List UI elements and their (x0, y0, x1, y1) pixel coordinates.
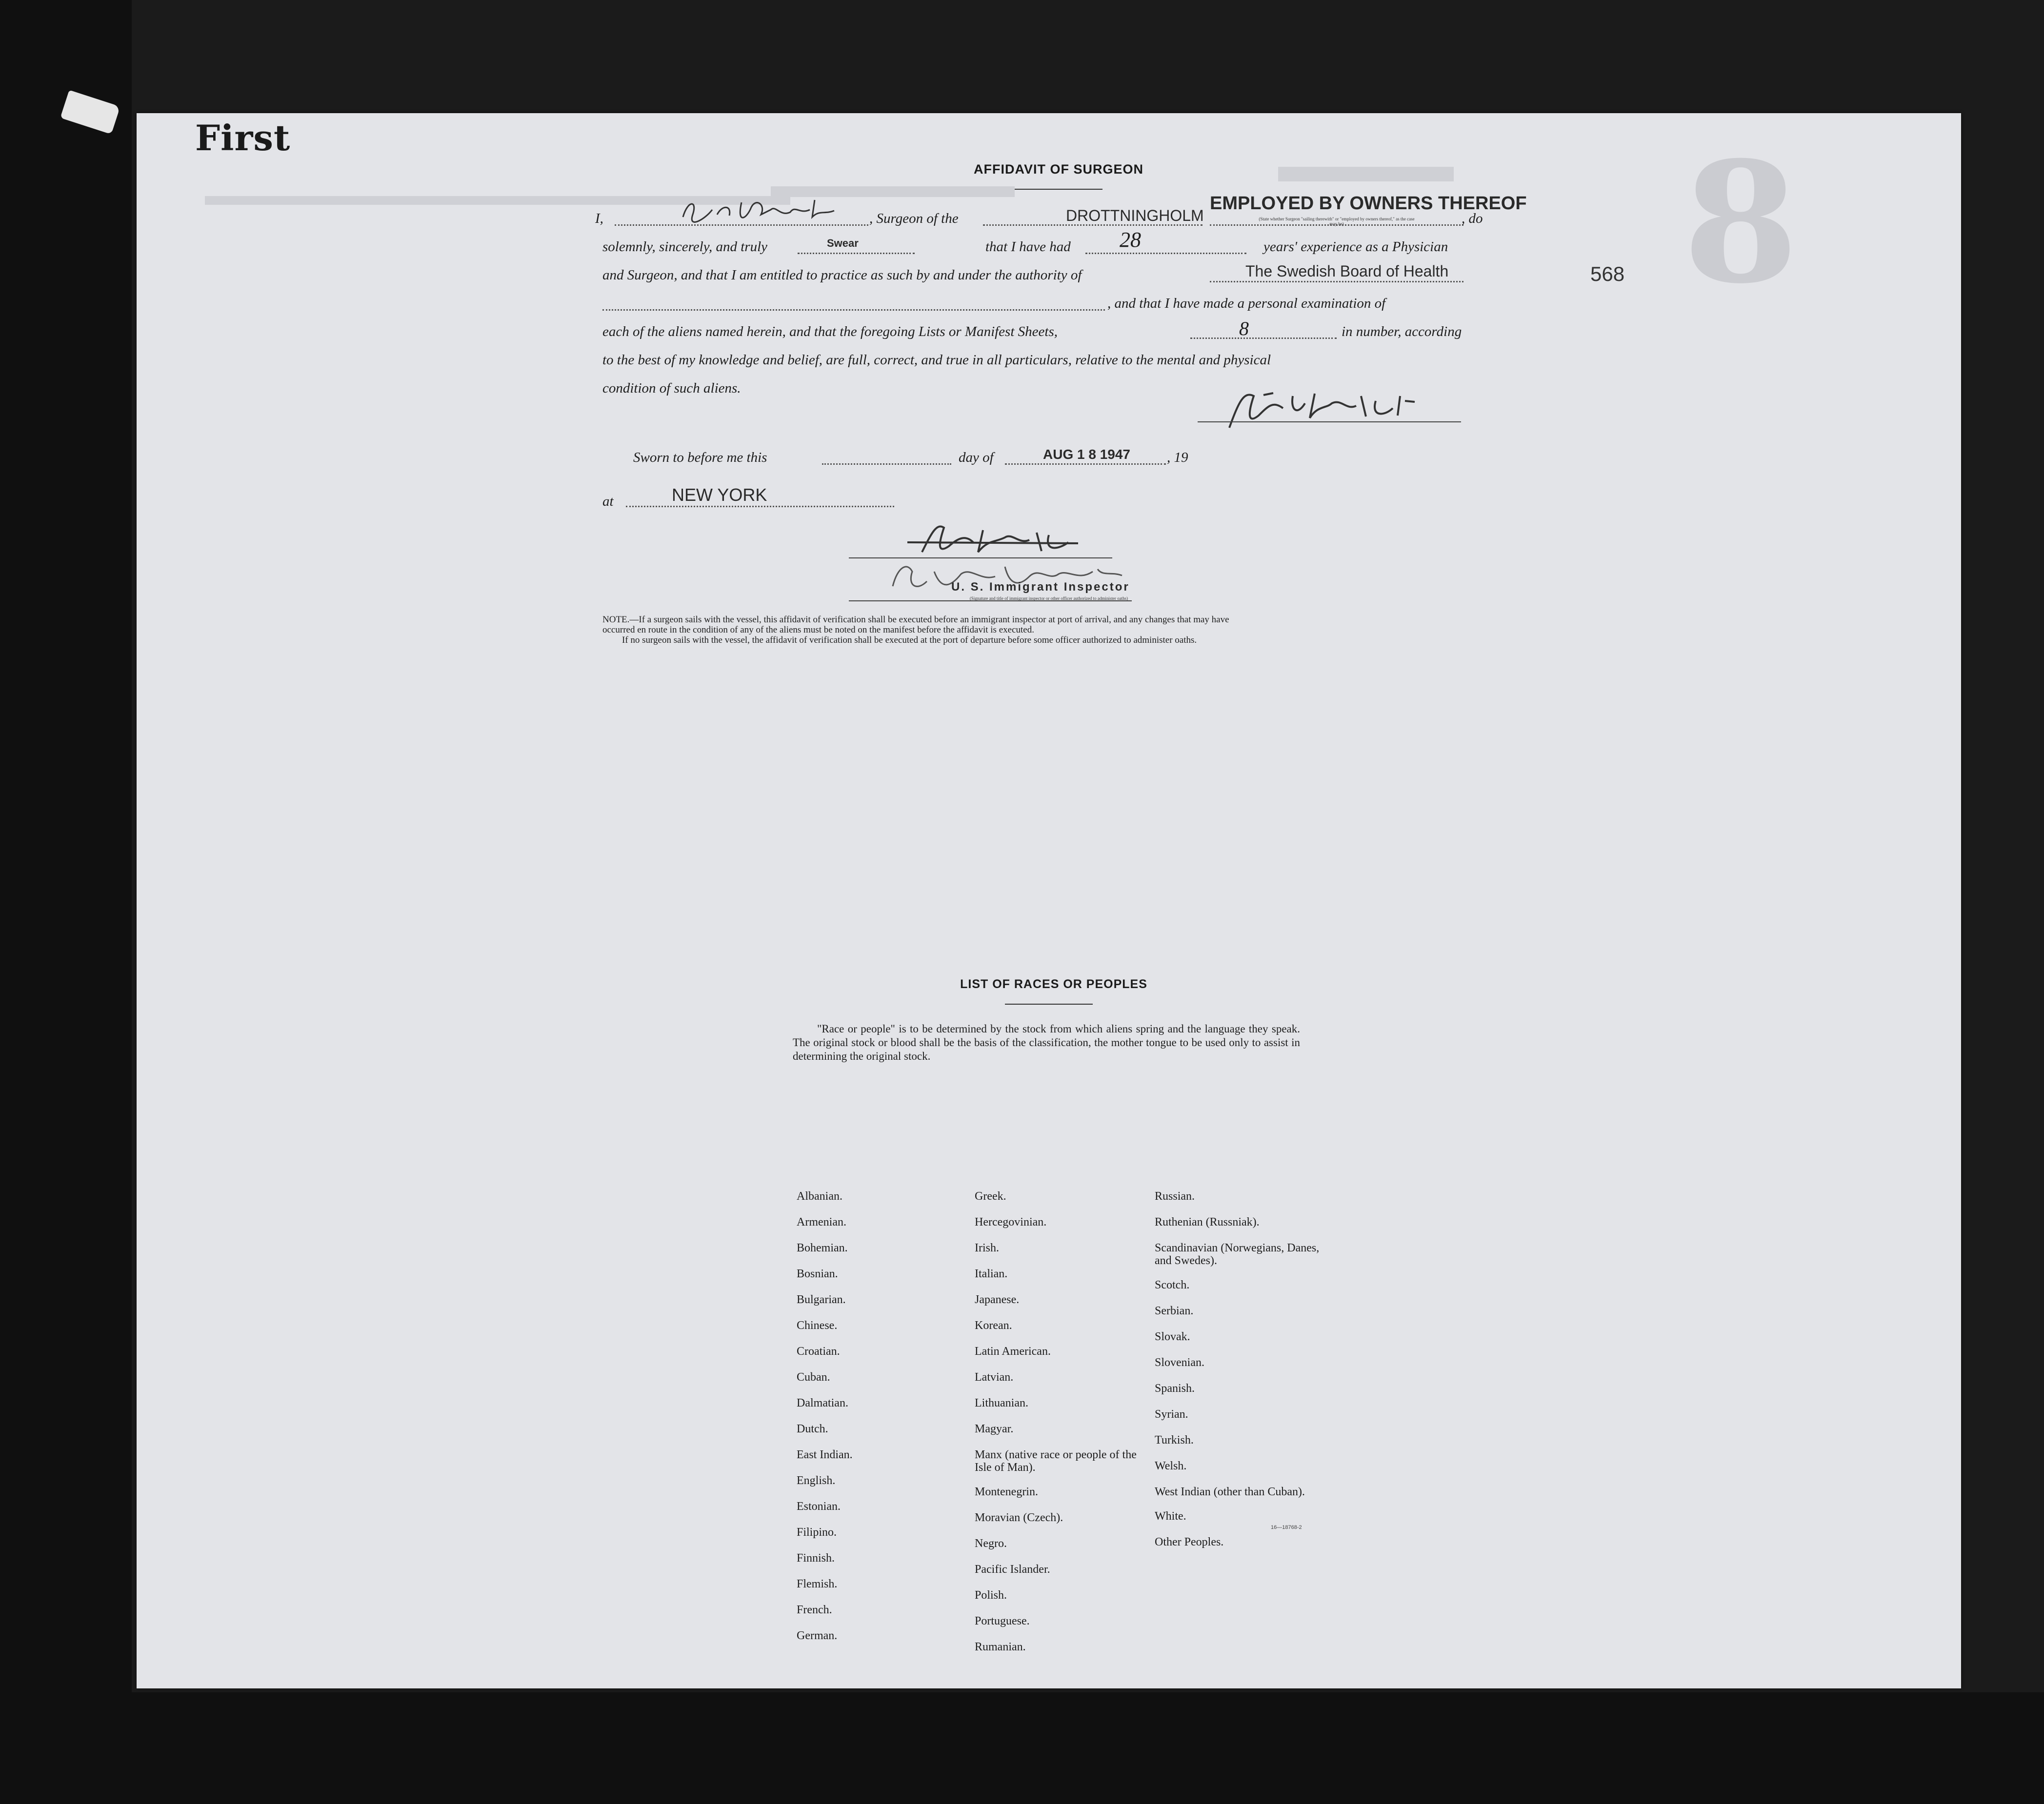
scan-border-bottom (0, 1692, 2044, 1804)
race-entry: Slovenian. (1155, 1356, 1204, 1369)
race-entry: Welsh. (1155, 1460, 1187, 1472)
form-number: 16—18768-2 (1271, 1525, 1302, 1530)
affidavit-word: , Surgeon of the (869, 211, 959, 226)
fill-line (602, 309, 1105, 311)
fill-line (822, 463, 951, 465)
races-column-3 (1155, 1190, 1345, 1562)
affidavit-word: , 19 (1167, 450, 1188, 465)
race-entry: East Indian. (797, 1448, 853, 1461)
affidavit-title: AFFIDAVIT OF SURGEON (974, 162, 1143, 177)
race-entry: French. (797, 1604, 832, 1616)
affidavit-word: , and that I have made a personal examination of (1107, 296, 1386, 311)
manifest-sheet-count: 8 (1239, 317, 1249, 339)
affidavit-word: Sworn to before me this (633, 450, 767, 465)
licensing-authority: The Swedish Board of Health (1245, 262, 1449, 280)
sworn-location: NEW YORK (672, 485, 767, 505)
race-entry: Bosnian. (797, 1268, 838, 1280)
affidavit-word: years' experience as a Physician (1263, 239, 1448, 255)
vessel-name: DROTTNINGHOLM (1066, 207, 1204, 224)
races-title-underline (1005, 1004, 1093, 1005)
race-entry: Moravian (Czech). (975, 1511, 1063, 1524)
race-entry: Estonian. (797, 1500, 841, 1513)
affidavit-note (602, 615, 1471, 645)
fill-line (1210, 281, 1463, 282)
races-title: LIST OF RACES OR PEOPLES (960, 977, 1147, 991)
race-entry: German. (797, 1629, 838, 1642)
race-entry: Latin American. (975, 1345, 1051, 1358)
race-entry: Italian. (975, 1268, 1008, 1280)
fill-line (615, 224, 868, 226)
affidavit-word: day of (959, 450, 994, 465)
race-entry: Bulgarian. (797, 1293, 846, 1306)
race-entry: Polish. (975, 1589, 1007, 1602)
bleed-through-line (1278, 167, 1454, 181)
affidavit-word: , do (1462, 211, 1483, 226)
affidavit-word: at (602, 494, 614, 509)
race-entry: Rumanian. (975, 1641, 1026, 1653)
fill-line (1085, 253, 1246, 254)
race-entry: Manx (native race or people of the Isle of Man). (975, 1448, 1137, 1474)
officer-title: U. S. Immigrant Inspector (951, 580, 1130, 594)
race-entry: White. (1155, 1510, 1186, 1523)
surgeon-signature-typed (678, 195, 854, 224)
race-entry: Japanese. (975, 1293, 1020, 1306)
race-entry: Portuguese. (975, 1615, 1030, 1627)
race-entry: Ruthenian (Russniak). (1155, 1216, 1260, 1229)
race-entry: Syrian. (1155, 1408, 1188, 1421)
race-entry: Irish. (975, 1242, 999, 1254)
bleed-through-mark: 8 (1683, 126, 1799, 320)
race-entry: Hercegovinian. (975, 1216, 1047, 1229)
class-label: First (195, 117, 291, 159)
race-entry: Russian. (1155, 1190, 1195, 1203)
affidavit-word: that I have had (985, 239, 1071, 255)
fill-line (1190, 337, 1337, 339)
oath-verb: Swear (827, 237, 859, 249)
race-entry: Lithuanian. (975, 1397, 1028, 1409)
races-column-1 (797, 1190, 972, 1655)
affidavit-word: each of the aliens named herein, and that the foregoing Lists or Manifest Sheets, (602, 324, 1058, 339)
race-entry: Albanian. (797, 1190, 842, 1203)
officer-instruction: (Signature and title of immigrant inspector or other officer authorized to administer oaths) (969, 596, 1128, 601)
affidavit-word: and Surgeon, and that I am entitled to practice as such by and under the authority of (602, 267, 1082, 283)
race-entry: Greek. (975, 1190, 1006, 1203)
race-entry: Spanish. (1155, 1382, 1195, 1395)
race-entry: Dutch. (797, 1423, 828, 1435)
race-entry: Korean. (975, 1319, 1012, 1332)
race-entry: Chinese. (797, 1319, 838, 1332)
scan-border-left (0, 0, 132, 1804)
race-entry: Scandinavian (Norwegians, Danes, and Swedes). (1155, 1242, 1320, 1267)
race-entry: Montenegrin. (975, 1486, 1038, 1498)
race-entry: Pacific Islander. (975, 1563, 1050, 1576)
note-line: If no surgeon sails with the vessel, the affidavit of verification shall be executed at the port of departure before some officer authorized to administer oaths. (622, 635, 1197, 645)
race-entry: Other Peoples. (1155, 1536, 1224, 1548)
employment-status: EMPLOYED BY OWNERS THEREOF (1210, 193, 1527, 214)
race-entry: Armenian. (797, 1216, 846, 1229)
employment-instruction: (State whether Surgeon "sailing therewith" or "employed by owners thereof," as the case may be) (1259, 217, 1415, 226)
race-entry: Filipino. (797, 1526, 837, 1539)
race-entry: Latvian. (975, 1371, 1014, 1384)
affidavit-word: condition of such aliens. (602, 380, 741, 396)
note-line: NOTE.—If a surgeon sails with the vessel, this affidavit of verification shall be executed before an immigrant inspector at port of arrival, and any changes that may have (602, 615, 1229, 625)
race-entry: Bohemian. (797, 1242, 848, 1254)
race-entry: Croatian. (797, 1345, 840, 1358)
race-entry: English. (797, 1474, 836, 1487)
race-entry: Scotch. (1155, 1279, 1190, 1291)
race-entry: West Indian (other than Cuban). (1155, 1486, 1305, 1498)
race-entry: Serbian. (1155, 1305, 1194, 1317)
races-intro: "Race or people" is to be determined by the stock from which aliens spring and the language they speak. The original stock or blood shall be the basis of the classification, the mother tongue to be used only to assist in determining the original stock. (793, 1023, 1300, 1062)
surgeon-signature-line (1198, 421, 1461, 422)
surgeon-signature (1200, 381, 1473, 435)
affidavit-word: I, (595, 211, 603, 226)
race-entry: Finnish. (797, 1552, 835, 1565)
fill-line (798, 253, 915, 254)
affidavit-word: to the best of my knowledge and belief, are full, correct, and true in all particulars, relative to the mental and physical (602, 352, 1271, 368)
race-entry: Turkish. (1155, 1434, 1194, 1447)
sheet-number: 568 (1590, 262, 1625, 285)
note-line: occurred en route in the condition of any of the aliens must be noted on the manifest before the affidavit is executed. (602, 625, 1034, 635)
title-underline (1015, 189, 1102, 190)
manifest-sheet (137, 113, 1961, 1688)
surgeon-name-signature-icon (678, 195, 854, 224)
race-entry: Dalmatian. (797, 1397, 848, 1409)
affidavit-word: in number, according (1342, 324, 1462, 339)
races-column-2 (975, 1190, 1150, 1666)
race-entry: Magyar. (975, 1423, 1014, 1435)
race-entry: Cuban. (797, 1371, 830, 1384)
race-entry: Negro. (975, 1537, 1007, 1550)
race-entry: Slovak. (1155, 1330, 1190, 1343)
fill-line (626, 506, 894, 507)
surgeon-signature-icon (1200, 381, 1473, 435)
fill-line (1005, 463, 1166, 465)
race-entry: Flemish. (797, 1578, 838, 1590)
years-of-experience: 28 (1120, 228, 1141, 252)
date-stamp: AUG 1 8 1947 (1043, 447, 1130, 462)
affidavit-word: solemnly, sincerely, and truly (602, 239, 768, 255)
